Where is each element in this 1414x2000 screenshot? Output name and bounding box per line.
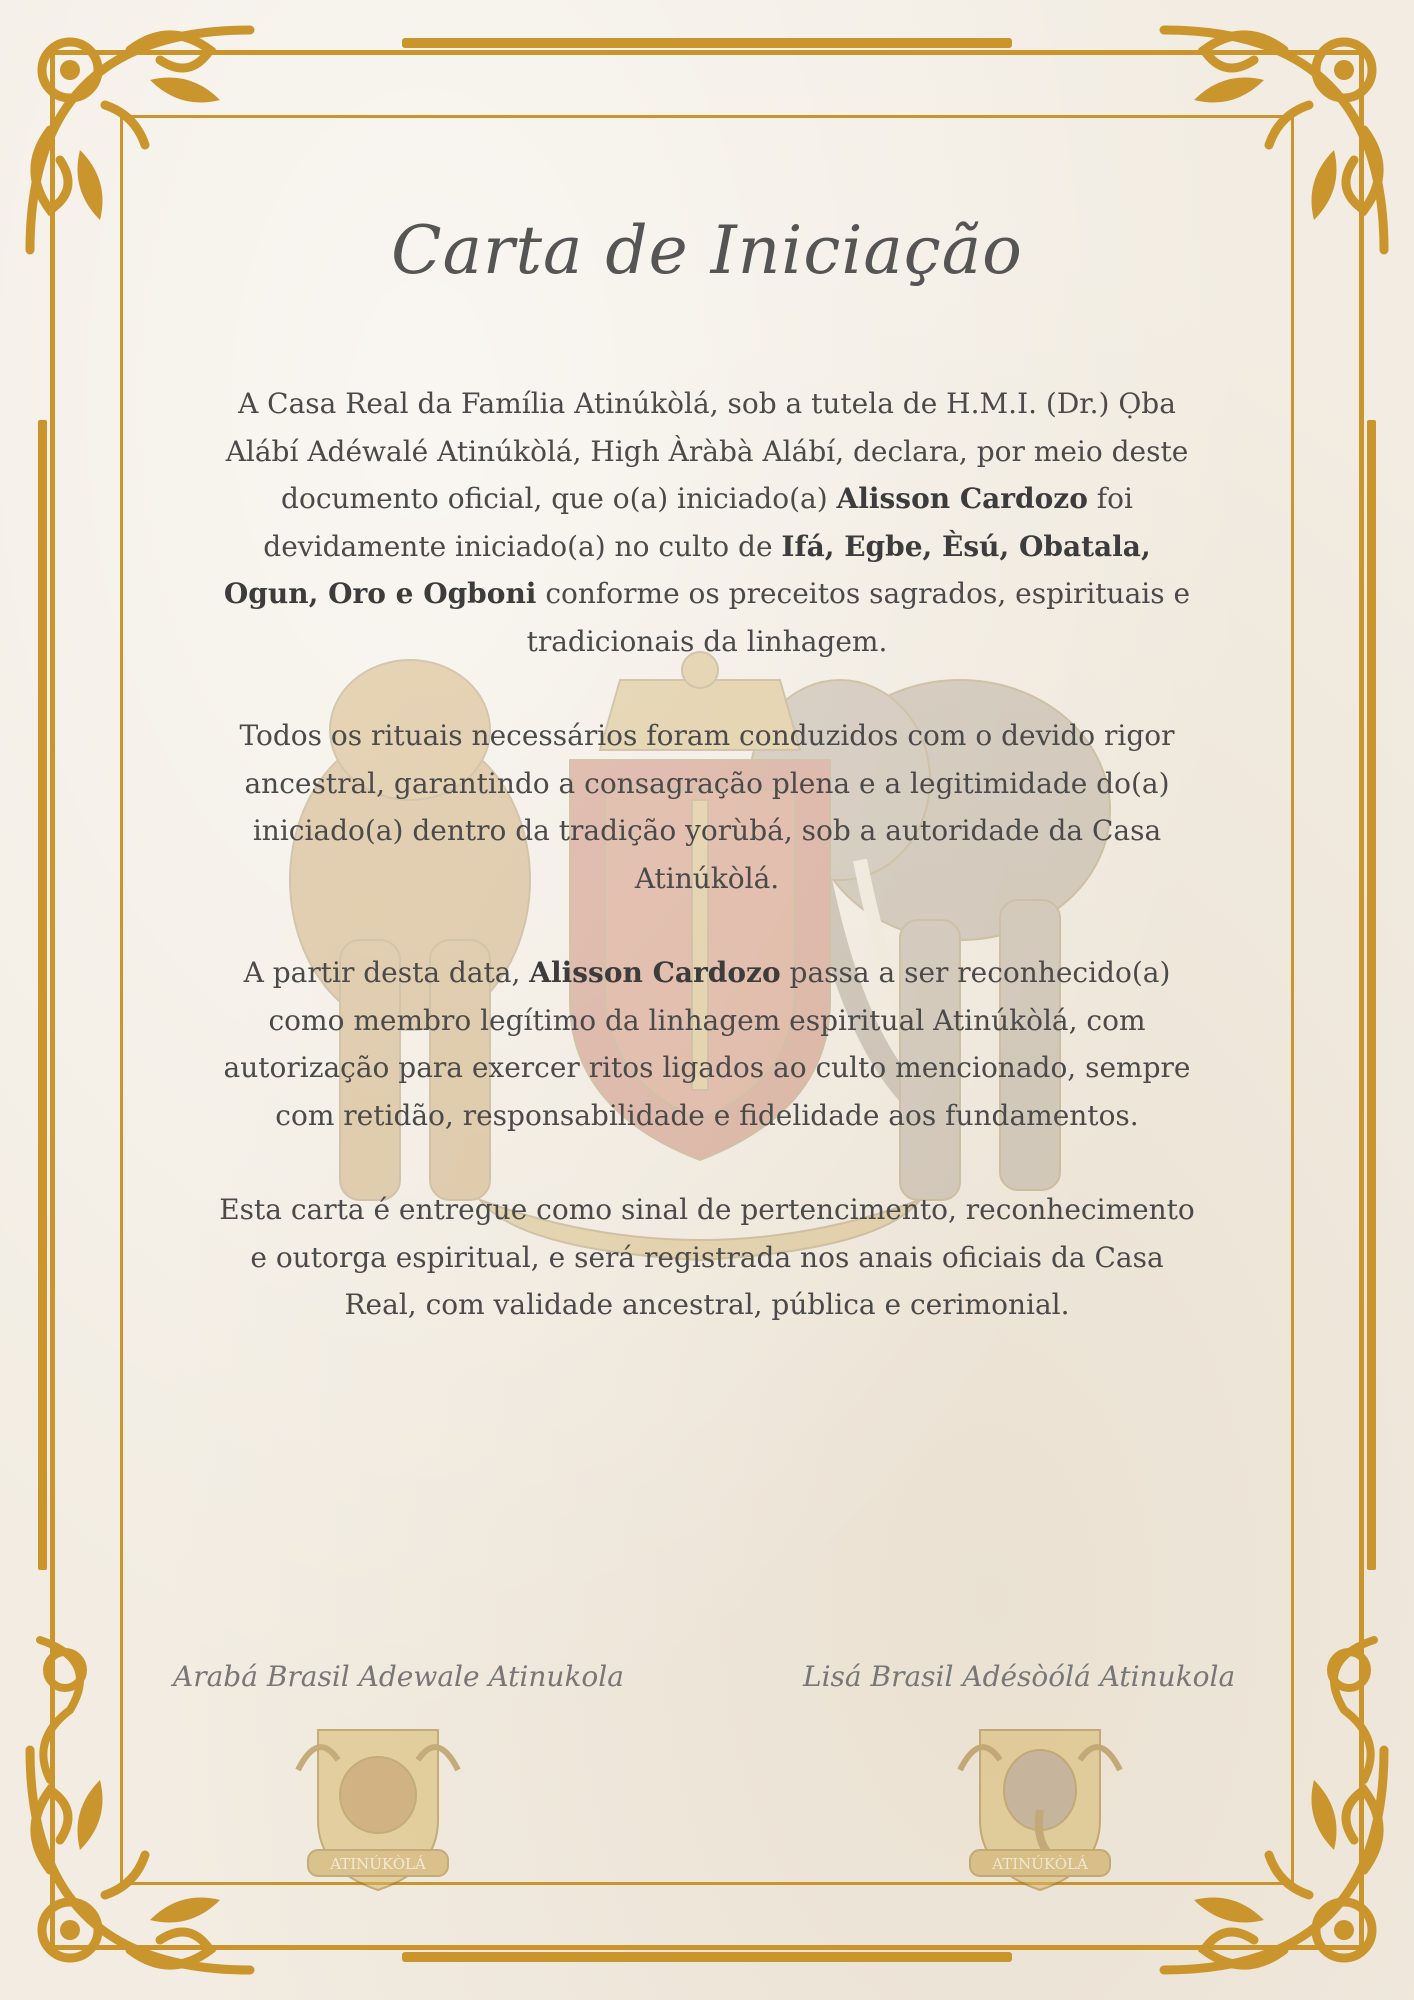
bold-text: Alisson Cardozo [836, 482, 1088, 515]
left-seal-text: ATINÚKÒLÁ [330, 1855, 426, 1873]
signature-right: Lisá Brasil Adésòólá Atinukola [803, 1660, 1236, 1693]
bold-text: Ifá, Egbe, Èsú, Obatala, Ogun, Oro e Ogboni [223, 529, 1151, 610]
flourish-right-lower-icon [1274, 1620, 1404, 1900]
flourish-left-lower-icon [10, 1620, 140, 1900]
paragraph-4: Esta carta é entregue como sinal de pertencimento, reconhecimento e outorga espiritual, e será registrada nos anais oficiais da Casa Real, com validade ancestral, pública e cerimonial. [219, 1193, 1195, 1321]
top-bar-ornament [402, 38, 1012, 48]
signature-left: Arabá Brasil Adewale Atinukola [173, 1660, 624, 1693]
bold-text: Alisson Cardozo [529, 956, 781, 989]
document-body [215, 380, 1199, 1376]
paragraph-2: Todos os rituais necessários foram conduzidos com o devido rigor ancestral, garantindo a consagração plena e a legitimidade do(a) iniciado(a) dentro da tradição yorùbá, sob a autoridade da Casa Atinúkòlá. [239, 719, 1175, 895]
paragraph-3: A partir desta data, Alisson Cardozo passa a ser reconhecido(a) como membro legítimo da linhagem espiritual Atinúkòlá, com autorização para exercer ritos ligados ao culto mencionado, sempre com retidão, responsabilidade e fidelidade aos fundamentos. [223, 956, 1191, 1132]
bottom-bar-ornament [402, 1952, 1012, 1962]
paragraph-1: A Casa Real da Família Atinúkòlá, sob a tutela de H.M.I. (Dr.) Ọba Alábí Adéwalé Atinúkòlá, High Àràbà Alábí, declara, por meio deste documento oficial, que o(a) iniciado(a) Alisson Cardozo foi devidamente iniciado(a) no culto de Ifá, Egbe, Èsú, Obatala, Ogun, Oro e Ogboni conforme os preceitos sagrados, espirituais e tradicionais da linhagem. [223, 387, 1191, 658]
document-title: Carta de Iniciação [391, 212, 1023, 289]
elephant-seal-icon [950, 1710, 1130, 1900]
left-side-bar [38, 420, 47, 1570]
right-side-bar [1367, 420, 1376, 1570]
tiger-seal-icon [288, 1710, 468, 1900]
right-seal-text: ATINÚKÒLÁ [992, 1855, 1088, 1873]
